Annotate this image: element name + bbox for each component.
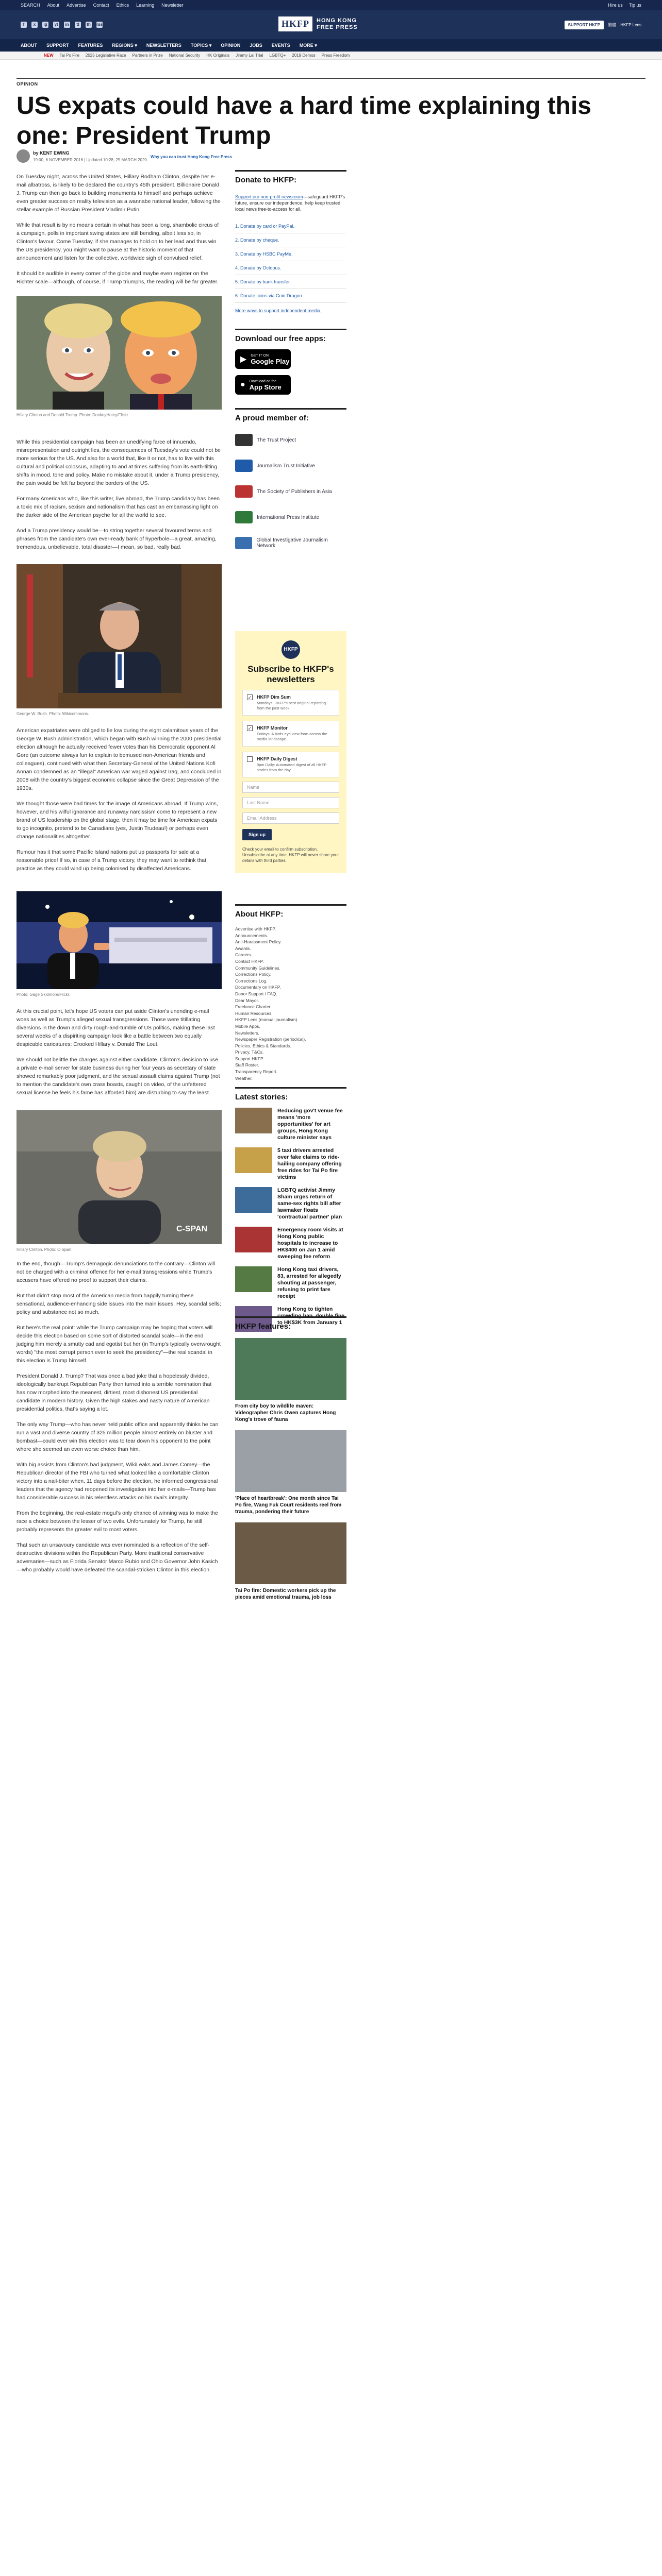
features-heading: HKFP features: <box>235 1316 346 1331</box>
article-body-5 <box>16 1260 222 1581</box>
checkbox[interactable] <box>247 756 253 762</box>
rss-icon[interactable]: rss <box>96 22 103 27</box>
paragraph: President Donald J. Trump? That was once a bad joke that a hopelessly divided, ideologically bankrupt Republican Party then turned into a terrible nomination that has now morphed into the meanest, dirtiest, most dishonest US presidential candidate in modern history. Given the high stakes and nasty nature of American presidential politics, that's saying a lot. <box>16 1373 212 1412</box>
newsletter-option[interactable] <box>242 721 339 747</box>
bush-photo <box>16 564 222 708</box>
instagram-icon[interactable]: ig <box>42 22 48 28</box>
gijn-logo <box>235 537 252 549</box>
top-link[interactable]: Learning <box>136 3 155 8</box>
feature-title[interactable]: 'Place of heartbreak': One month since Tai Po fire, Wang Fuk Court residents reel from trauma, pondering their future <box>235 1496 342 1515</box>
figure-bush <box>16 564 222 716</box>
about-link[interactable]: Dear Mayor. <box>235 997 259 1003</box>
about-link[interactable]: Newspaper Registration (periodical). <box>235 1037 306 1042</box>
author-name[interactable]: by KENT EWING <box>33 150 70 156</box>
features-list <box>235 1338 346 1601</box>
x-icon[interactable]: x <box>31 22 38 28</box>
logo-line: FREE PRESS <box>317 24 358 30</box>
nav-item[interactable]: REGIONS ▾ <box>112 43 137 48</box>
trending-item[interactable]: HK Originals <box>206 53 230 58</box>
latest-story[interactable] <box>235 1187 346 1221</box>
about-link[interactable]: Awards. <box>235 945 251 951</box>
section-label[interactable]: OPINION <box>16 81 38 87</box>
paragraph: But here's the real point: while the Trump campaign may be hoping that voters will decide this election based on some sort of distorted scandal scale—in the end judging him merely a smutty cad and egotist but her (in Trump's typically overwrought words) "the most corrupt person ever to seek the presidency"—the real scandal in this election is Trump himself. <box>16 1325 221 1364</box>
paragraph: American expatriates were obliged to lie low during the eight calamitous years of the George W. Bush administration, which began with Bush winning the 2000 presidential election although he actually received fewer votes than his Democratic opponent Al Gore (an outcome always fun to explain to bemused non-American friends and colleagues), continued with what then Secretary-General of the United Nations Kofi Annan condemned as an "illegal" American war waged against Iraq, and concluded in 2008 with the country's biggest economic collapse since the Great Depression of the 1930s. <box>16 727 222 791</box>
author-avatar <box>16 149 30 163</box>
about-link[interactable]: Freelance Charter. <box>235 1004 272 1010</box>
top-link[interactable]: Tip us <box>628 3 641 8</box>
donate-link[interactable]: Support our non-profit newsroom <box>235 194 303 199</box>
language-link[interactable]: 繁體 <box>608 23 617 27</box>
caricature-image <box>16 296 222 410</box>
tiktok-icon[interactable]: tt <box>75 22 81 28</box>
story-title[interactable]: Reducing gov't venue fee means 'more opportunities' for art groups, Hong Kong culture minister says <box>277 1108 343 1141</box>
member-gijn[interactable] <box>235 535 346 551</box>
logo-text <box>317 18 358 31</box>
member-jti[interactable] <box>235 457 346 474</box>
site-header <box>0 10 662 52</box>
trending-item[interactable]: 2025 Legislative Race <box>85 53 126 58</box>
article-body-4 <box>16 1007 222 1104</box>
trending-item[interactable]: LGBTQ+ <box>269 53 286 58</box>
site-logo[interactable] <box>278 16 358 31</box>
bush-image <box>16 564 222 708</box>
facebook-icon[interactable]: f <box>21 22 27 28</box>
about-link[interactable]: Community Guidelines. <box>235 965 280 971</box>
nav-item[interactable]: NEWSLETTERS <box>146 43 181 48</box>
svg-text:C-SPAN: C-SPAN <box>176 1225 208 1233</box>
member-ipi[interactable] <box>235 509 346 526</box>
paragraph: While that result is by no means certain in what has been a long, shambolic circus of a campaign, polls in important swing states are still bending, albeit less so, in Clinton's favour. Come Tuesday, if she manages to hold on to her lead and thus win the US presidency, you might want to pause at the historic moment of that announcement and listen for the collective, worldwide sigh of convulsed relief. <box>16 222 219 261</box>
donate-list <box>235 219 346 303</box>
youtube-icon[interactable]: yt <box>53 22 59 28</box>
about-section <box>235 904 346 1081</box>
donate-desc: —safeguard HKFP's future, ensure our independence, help keep trusted local news free-to-access for all. <box>235 194 345 212</box>
story-title[interactable]: 5 taxi drivers arrested over fake claims to ride-hailing company offering free rides for Tai Po fire victims <box>277 1147 342 1180</box>
social-icons <box>21 22 103 28</box>
name-field[interactable]: Name <box>242 782 339 793</box>
ipi-logo <box>235 511 253 523</box>
latest-story[interactable] <box>235 1266 346 1300</box>
caption: George W. Bush. Photo: Wikicommons. <box>16 711 89 716</box>
apple-icon: ● <box>240 380 245 389</box>
story-title[interactable]: Hong Kong taxi drivers, 83, arrested for allegedly shouting at passenger, refusing to print fare receipt <box>277 1266 341 1299</box>
trending-item[interactable]: Press Freedom <box>321 53 350 58</box>
main-nav <box>0 39 662 52</box>
about-link[interactable]: HKFP Lens (manual journalism). <box>235 1017 299 1023</box>
nav-item[interactable]: FEATURES <box>78 43 103 48</box>
latest-story[interactable] <box>235 1108 346 1141</box>
about-link[interactable]: Advertise with HKFP. <box>235 926 276 931</box>
jti-logo <box>235 460 253 472</box>
paragraph: In the end, though—Trump's demagogic denunciations to the contrary—Clinton will not be charged with a criminal offence for her e-mail transgressions while Trump's accusers have offered no proof to support their claims. <box>16 1261 216 1283</box>
paragraph: We should not belittle the charges against either candidate. Clinton's decision to use a private e-mail server for state business during her four years as secretary of state showed remarkably poor judgment, and the sexual assault claims against Trump (not to mention the candidate's own crass boasts, caught on video, of the unfettered sexual license he feels his fame has afforded him) are disturbing to say the least. <box>16 1057 220 1096</box>
caption: Hillary Clinton. Photo: C-Span. <box>16 1247 73 1252</box>
newsletter-name: HKFP Dim Sum <box>257 694 291 700</box>
nav-item[interactable]: EVENTS <box>271 43 290 48</box>
badge-small: Download on the <box>249 379 277 383</box>
latest-heading: Latest stories: <box>235 1087 346 1101</box>
story-thumbnail[interactable] <box>235 1147 272 1173</box>
trending-label: NEW <box>44 53 54 58</box>
newsletter-option[interactable] <box>242 752 339 777</box>
nav-item[interactable]: MORE ▾ <box>299 43 317 48</box>
about-link[interactable]: Donor Support / FAQ. <box>235 991 277 996</box>
google-play-badge[interactable] <box>235 349 291 369</box>
paragraph: We thought those were bad times for the image of Americans abroad. If Trump wins, however, and his wilful ignorance and runaway narcissism come to represent a new brand of US leadership on the global stage, then it may be time for American expats to go incognito, pretend to be Canadians (yes, Justin Trudeau!) or perhaps even change nationalities altogether. <box>16 801 218 840</box>
top-link[interactable]: Newsletter <box>161 3 184 8</box>
support-button[interactable]: SUPPORT HKFP <box>565 21 604 29</box>
caption: Photo: Gage Skidmore/Flickr. <box>16 992 71 997</box>
newsletter-desc: 9pm Daily: Automated digest of all HKFP stories from the day. <box>257 762 327 772</box>
email-field[interactable]: Email Address <box>242 812 339 824</box>
about-link[interactable]: Policies, Ethics & Standards. <box>235 1043 291 1048</box>
donate-option[interactable]: 5. Donate by bank transfer. <box>235 275 346 289</box>
story-thumbnail[interactable] <box>235 1108 272 1133</box>
member-name: Journalism Trust Initiative <box>257 463 315 469</box>
donate-option[interactable]: 1. Donate by card or PayPal. <box>235 219 346 233</box>
paragraph: While this presidential campaign has been an unedifying farce of innuendo, misrepresentation and outright lies, the consequences of Tuesday's vote could not be more serious for the US. And also for a world that, like it or not, has to live with this cultural and political colossus, adapting to and at times suffering from its earth-tilting shifts in mood, tone and policy. Make no mistake about it, under a Trump presidency, the pain would be felt far beyond the borders of the US. <box>16 439 221 486</box>
feature-story[interactable] <box>235 1430 346 1515</box>
paragraph: Rumour has it that some Pacific Island nations put up passports for sale at a reasonable price! If so, in case of a Trump victory, they may want to rethink that practice as they could wind up being colonised by disaffected Americans. <box>16 849 207 872</box>
newsletter-name: HKFP Monitor <box>257 725 288 731</box>
paragraph: With big assists from Clinton's bad judgment, WikiLeaks and James Comey—the Republican director of the FBI who turned what looked like a comfortable Clinton victory into a nail-biter when, 11 days before the election, he informed congressional leaders that the agency had reopened its investigation into her e-mails—Trump has had considerable success in his relentless attacks on his rival's integrity. <box>16 1462 218 1501</box>
member-trust-project[interactable] <box>235 432 346 448</box>
search-link[interactable]: SEARCH <box>21 3 40 8</box>
last-name-field[interactable]: Last Name <box>242 797 339 808</box>
about-link[interactable]: Corrections Log. <box>235 978 268 984</box>
trump-image <box>16 891 222 989</box>
feature-image[interactable] <box>235 1522 346 1584</box>
member-name: The Trust Project <box>257 437 296 443</box>
top-utility-bar <box>0 0 662 10</box>
story-title[interactable]: Hong Kong to tighten crowding ban, double fine to HK$3K from January 1 <box>277 1306 345 1326</box>
signup-button[interactable]: Sign up <box>242 829 272 840</box>
feature-image[interactable] <box>235 1338 346 1400</box>
byline <box>16 149 429 165</box>
article-body-1 <box>16 173 222 293</box>
checkbox[interactable]: ✓ <box>247 695 252 700</box>
story-thumbnail[interactable] <box>235 1187 272 1213</box>
trending-item[interactable]: National Security <box>169 53 201 58</box>
donate-option[interactable]: 6. Donate coins via Coin Dragon. <box>235 289 346 303</box>
donate-option[interactable]: 3. Donate by HSBC PayMe. <box>235 247 346 261</box>
newsletter-option[interactable] <box>242 690 339 716</box>
newsletter-box <box>235 631 346 873</box>
figure-clinton <box>16 1110 222 1252</box>
story-title[interactable]: LGBTQ activist Jimmy Sham urges return of same-sex rights bill after lawmaker floats 'contractual partner' plan <box>277 1187 342 1220</box>
member-name: International Press Institute <box>257 514 320 520</box>
feature-story[interactable] <box>235 1522 346 1601</box>
linkedin-icon[interactable]: in <box>64 22 70 28</box>
badge-big: Google Play <box>251 357 290 365</box>
figure-trump <box>16 891 222 997</box>
features-section <box>235 1316 346 1601</box>
member-name: The Society of Publishers in Asia <box>257 488 332 495</box>
member-sopa[interactable] <box>235 483 346 500</box>
story-title[interactable]: Emergency room visits at Hong Kong public hospitals to increase to HK$400 on Jan 1 amid sweeping fee reform <box>277 1227 343 1260</box>
more-ways-link[interactable]: More ways to support independent media. <box>235 308 322 313</box>
about-link[interactable]: Corrections Policy. <box>235 972 272 977</box>
story-thumbnail[interactable] <box>235 1266 272 1292</box>
apps-heading: Download our free apps: <box>235 329 346 343</box>
about-link[interactable]: Privacy, T&Cs. <box>235 1049 264 1055</box>
logo-box: HKFP <box>278 16 312 31</box>
top-link[interactable]: About <box>47 3 60 8</box>
about-list <box>235 926 346 1081</box>
newsletter-desc: Fridays: A birds-eye view from across the media landscape. <box>257 732 327 741</box>
about-link[interactable]: Mobile Apps. <box>235 1023 260 1029</box>
feature-story[interactable] <box>235 1338 346 1423</box>
trending-item[interactable]: Jimmy Lai Trial <box>236 53 263 58</box>
about-link[interactable]: Weather. <box>235 1075 253 1081</box>
paragraph: And a Trump presidency would be—to string together several favoured terms and phrases from the candidate's own ever-ready bank of hyperbole—a great, amazing, tremendous, unbelievable, total disaster—I mean, so bad, really bad. <box>16 528 217 550</box>
app-store-badge[interactable] <box>235 375 291 395</box>
nav-item[interactable]: TOPICS ▾ <box>190 43 212 48</box>
nav-item[interactable]: OPINION <box>221 43 241 48</box>
checkbox[interactable]: ✓ <box>247 726 252 731</box>
latest-section <box>235 1087 346 1332</box>
trust-link[interactable]: Why you can trust Hong Kong Free Press <box>151 155 232 159</box>
paragraph: From the beginning, the real-estate mogul's only chance of winning was to make the race a choice between the lesser of two evils. Unfortunately for Trump, he still probably represents the greater evil to most voters. <box>16 1510 218 1533</box>
badge-big: App Store <box>249 383 282 391</box>
donate-option[interactable]: 4. Donate by Octopus. <box>235 261 346 275</box>
paragraph: For many Americans who, like this writer, live abroad, the Trump candidacy has been a toxic mix of racism, sexism and nationalism that has cast an embarrassing light on the darker side of the American psyche for all the world to see. <box>16 496 220 518</box>
badge-small: GET IT ON <box>251 353 269 358</box>
threads-icon[interactable]: th <box>86 22 92 28</box>
about-link[interactable]: Documentary on HKFP. <box>235 985 281 990</box>
trending-item[interactable]: Partners in Prize <box>132 53 163 58</box>
newsletter-note: Check your email to confirm subscription. Unsubscribe at any time. HKFP will never share your details with third parties. <box>242 847 339 863</box>
lens-link[interactable]: HKFP Lens <box>620 23 641 27</box>
about-link[interactable]: Announcements. <box>235 933 268 938</box>
donate-option[interactable]: 2. Donate by cheque. <box>235 233 346 247</box>
about-link[interactable]: Staff Roster. <box>235 1062 259 1068</box>
top-link[interactable]: Ethics <box>116 3 129 8</box>
latest-story[interactable] <box>235 1227 346 1260</box>
feature-title[interactable]: From city boy to wildlife maven: Videographer Chris Owen captures Hong Kong's trove of fauna <box>235 1403 336 1422</box>
paragraph: It should be audible in every corner of the globe and maybe even register on the Richter scale—although, of course, if Trump triumphs, the reading will be far greater. <box>16 270 219 285</box>
caricature-illustration <box>16 296 222 410</box>
clinton-image <box>16 1110 222 1244</box>
newsletter-title: Subscribe to HKFP's newsletters <box>247 664 334 684</box>
newsletter-desc: Mondays: HKFP's best original reporting from the past week. <box>257 701 326 710</box>
about-link[interactable]: Anti-Harassment Policy. <box>235 939 282 945</box>
top-link[interactable]: Contact <box>93 3 109 8</box>
member-heading: A proud member of: <box>235 408 346 422</box>
member-name: Global Investigative Journalism Network <box>256 537 328 549</box>
about-link[interactable]: Human Resources. <box>235 1010 273 1016</box>
nav-item[interactable]: JOBS <box>250 43 262 48</box>
about-link[interactable]: Newsletters. <box>235 1030 259 1036</box>
about-link[interactable]: Contact HKFP. <box>235 958 264 964</box>
sidebar <box>235 170 346 551</box>
hkfp-logo: HKFP <box>282 640 300 659</box>
top-link[interactable]: Advertise <box>67 3 86 8</box>
figure-clinton-trump <box>16 296 222 417</box>
article-title: US expats could have a hard time explaining this one: President Trump <box>16 92 591 149</box>
trust-project-logo <box>235 434 253 446</box>
nav-item[interactable]: SUPPORT <box>46 43 69 48</box>
logo-line: HONG KONG <box>317 17 357 24</box>
clinton-photo <box>16 1110 222 1244</box>
paragraph: On Tuesday night, across the United States, Hillary Rodham Clinton, despite her e-mail albatross, is likely to be declared the country's 45th president. Billionaire Donald J. Trump can then go back to building monuments to himself and perhaps achieve even greater success on reality television as a wannabe national leader, following the stellar example of Russian President Vladimir Putin. <box>16 174 221 213</box>
article-body-2 <box>16 438 222 558</box>
donate-heading: Donate to HKFP: <box>235 170 346 184</box>
paragraph: But that didn't stop most of the American media from happily turning these sensational, audience-enhancing side issues into the main issues. Hey, scandal sells; policy and substance not so much. <box>16 1293 221 1315</box>
paragraph: The only way Trump—who has never held public office and apparently thinks he can run a vast and diverse country of 325 million people almost entirely on bluster and bombast—could ever win this election was to tear down his opponent to the point where she seemed an even worse choice than him. <box>16 1421 219 1452</box>
trending-item[interactable]: Tai Po Fire <box>59 53 79 58</box>
about-link[interactable]: Transparency Report. <box>235 1069 277 1075</box>
latest-story[interactable] <box>235 1147 346 1181</box>
paragraph: At this crucial point, let's hope US voters can put aside Clinton's unending e-mail woes as well as Trump's alleged sexual transgressions. Those were titillating diversions in the down and dirty rough-and-tumble of US politics, making these last several weeks of a dispiriting campaign look like a battle between two equally despicable caricatures: Crooked Hillary v. Donald The Lout. <box>16 1008 215 1047</box>
nav-item[interactable]: ABOUT <box>21 43 37 48</box>
feature-title[interactable]: Tai Po fire: Domestic workers pick up the pieces amid emotional trauma, job loss <box>235 1588 336 1600</box>
about-link[interactable]: Support HKFP. <box>235 1056 264 1061</box>
latest-list <box>235 1108 346 1332</box>
about-heading: About HKFP: <box>235 904 346 919</box>
trending-item[interactable]: 2019 Demos <box>292 53 316 58</box>
paragraph: That such an unsavoury candidate was ever nominated is a reflection of the self-destructive divisions within the Republican Party. More traditional conservative adversaries—such as Florida Senator Marco Rubio and Ohio Governor John Kasich—who probably would have defeated the scandal-stricken Clinton in this election. <box>16 1542 218 1573</box>
publish-date: 19:00, 6 NOVEMBER 2016 | Updated 10:28, 25 MARCH 2020 <box>33 158 147 162</box>
caption: Hillary Clinton and Donald Trump. Photo: DonkeyHotey/Flickr. <box>16 413 129 417</box>
donate-text <box>235 194 346 212</box>
section-divider <box>16 78 646 79</box>
about-link[interactable]: Careers. <box>235 952 252 958</box>
sopa-logo <box>235 485 253 498</box>
feature-image[interactable] <box>235 1430 346 1492</box>
story-thumbnail[interactable] <box>235 1227 272 1252</box>
article-body-3 <box>16 726 222 880</box>
top-link[interactable]: Hire us <box>608 3 623 8</box>
newsletter-name: HKFP Daily Digest <box>257 756 297 761</box>
play-icon: ▶ <box>240 355 247 364</box>
trump-photo <box>16 891 222 989</box>
trending-bar <box>0 52 662 60</box>
